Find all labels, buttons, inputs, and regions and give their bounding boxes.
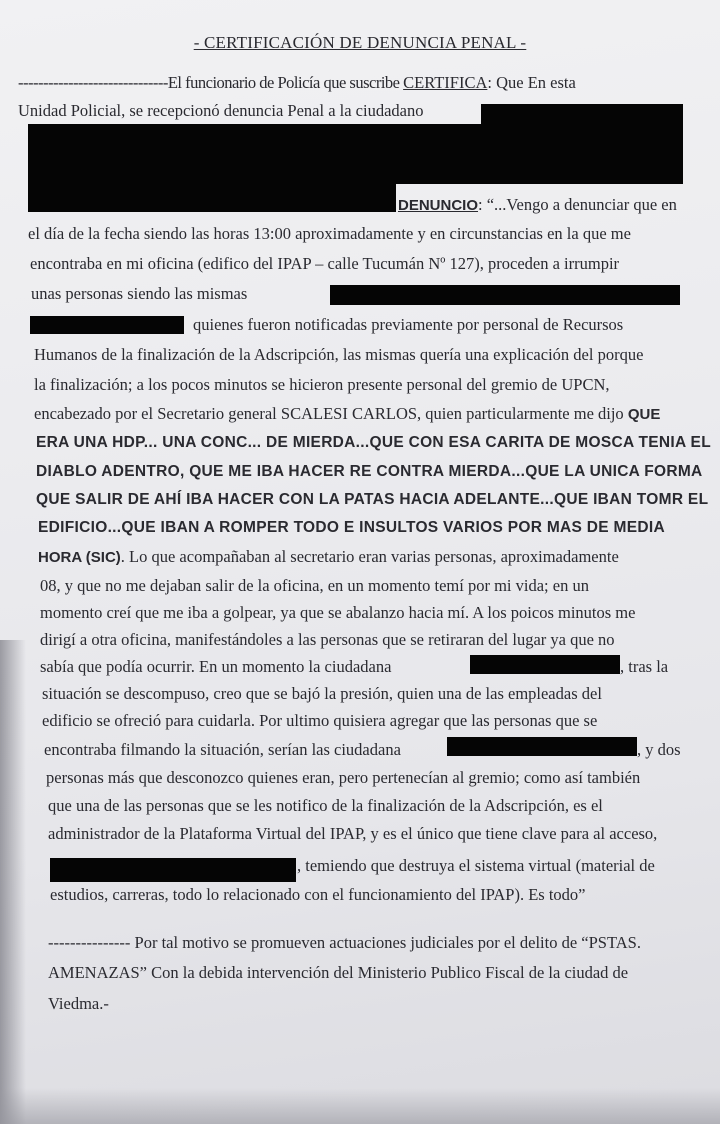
redaction-bar <box>30 316 184 334</box>
text-line: , temiendo que destruya el sistema virtual (material de <box>297 856 655 875</box>
text-line <box>398 195 677 216</box>
text-line: que una de las personas que se les notifico de la finalización de la Adscripción, es el <box>48 796 603 815</box>
text-line: el día de la fecha siendo las horas 13:00 aproximadamente y en circunstancias en la que me <box>28 224 631 243</box>
text-line: quienes fueron notificadas previamente por personal de Recursos <box>193 315 624 334</box>
text-line: 08, y que no me dejaban salir de la oficina, en un momento temí por mi vida; en un <box>40 576 589 595</box>
redaction-bar <box>28 180 396 212</box>
text-segment: : Que En esta <box>487 73 576 92</box>
text-line: EDIFICIO...QUE IBAN A ROMPER TODO E INSULTOS VARIOS POR MAS DE MEDIA <box>38 519 665 536</box>
text-line: momento creí que me iba a golpear, ya que se abalanzo hacia mí. A los poicos minutos me <box>40 603 636 622</box>
text-line <box>34 404 660 425</box>
text-segment: HORA (SIC) <box>38 549 121 566</box>
text-line <box>38 547 619 568</box>
redaction-bar <box>50 858 296 882</box>
text-segment: . Lo que acompañaban al secretario eran varias personas, aproximadamente <box>120 547 619 566</box>
text-line <box>18 73 682 93</box>
document-title: - CERTIFICACIÓN DE DENUNCIA PENAL - <box>193 33 527 52</box>
page-shadow <box>0 640 26 1124</box>
text-line: encontraba en mi oficina (edifico del IPAP – calle Tucumán Nº 127), proceden a irrumpir <box>30 254 620 273</box>
text-line: Humanos de la finalización de la Adscripción, las mismas quería una explicación del porque <box>34 345 644 364</box>
redaction-bar <box>481 104 683 126</box>
text-line: estudios, carreras, todo lo relacionado con el funcionamiento del IPAP). Es todo” <box>50 885 586 904</box>
text-line: Unidad Policial, se recepcionó denuncia Penal a la ciudadano <box>18 101 424 120</box>
redaction-bar <box>330 285 680 305</box>
redaction-bar <box>447 737 637 756</box>
text-line: , y dos <box>637 740 681 759</box>
text-line: DIABLO ADENTRO, QUE ME IBA HACER RE CONTRA MIERDA...QUE LA UNICA FORMA <box>36 463 703 480</box>
text-line: unas personas siendo las mismas <box>31 284 248 303</box>
text-line: situación se descompuso, creo que se bajó la presión, quien una de las empleadas del <box>42 684 602 703</box>
text-line: AMENAZAS” Con la debida intervención del Ministerio Publico Fiscal de la ciudad de <box>48 963 629 982</box>
page-edge <box>0 1088 720 1124</box>
text-line: --------------- Por tal motivo se promueven actuaciones judiciales por el delito de “PSTAS. <box>48 933 641 952</box>
text-line: Viedma.- <box>48 994 109 1013</box>
certifica-word: CERTIFICA <box>403 73 488 92</box>
text-line: la finalización; a los pocos minutos se hicieron presente personal del gremio de UPCN, <box>34 375 610 394</box>
redaction-bar <box>470 655 620 674</box>
text-line: dirigí a otra oficina, manifestándoles a las personas que se retiraran del lugar ya que no <box>40 630 615 649</box>
text-line: ERA UNA HDP... UNA CONC... DE MIERDA...QUE CON ESA CARITA DE MOSCA TENIA EL <box>36 434 711 451</box>
text-segment: encabezado por el Secretario general SCALESI CARLOS, quien particularmente me dijo <box>34 404 628 423</box>
redaction-bar <box>28 124 683 184</box>
text-line: encontraba filmando la situación, serían las ciudadana <box>44 740 401 759</box>
denuncio-word: DENUNCIO <box>398 197 479 214</box>
text-line: administrador de la Plataforma Virtual del IPAP, y es el único que tiene clave para al acceso, <box>48 824 658 843</box>
text-segment: : “...Vengo a denunciar que en <box>478 195 677 214</box>
text-line: sabía que podía ocurrir. En un momento la ciudadana <box>40 657 392 676</box>
text-line: personas más que desconozco quienes eran, pero pertenecían al gremio; como así también <box>46 768 641 787</box>
text-segment: ------------------------------El funcionario de Policía que suscribe <box>18 73 404 92</box>
text-segment: QUE <box>627 406 661 423</box>
text-line: , tras la <box>620 657 669 676</box>
text-line: edificio se ofreció para cuidarla. Por ultimo quisiera agregar que las personas que se <box>42 711 598 730</box>
text-line: QUE SALIR DE AHÍ IBA HACER CON LA PATAS HACIA ADELANTE...QUE IBAN TOMR EL <box>36 491 709 508</box>
